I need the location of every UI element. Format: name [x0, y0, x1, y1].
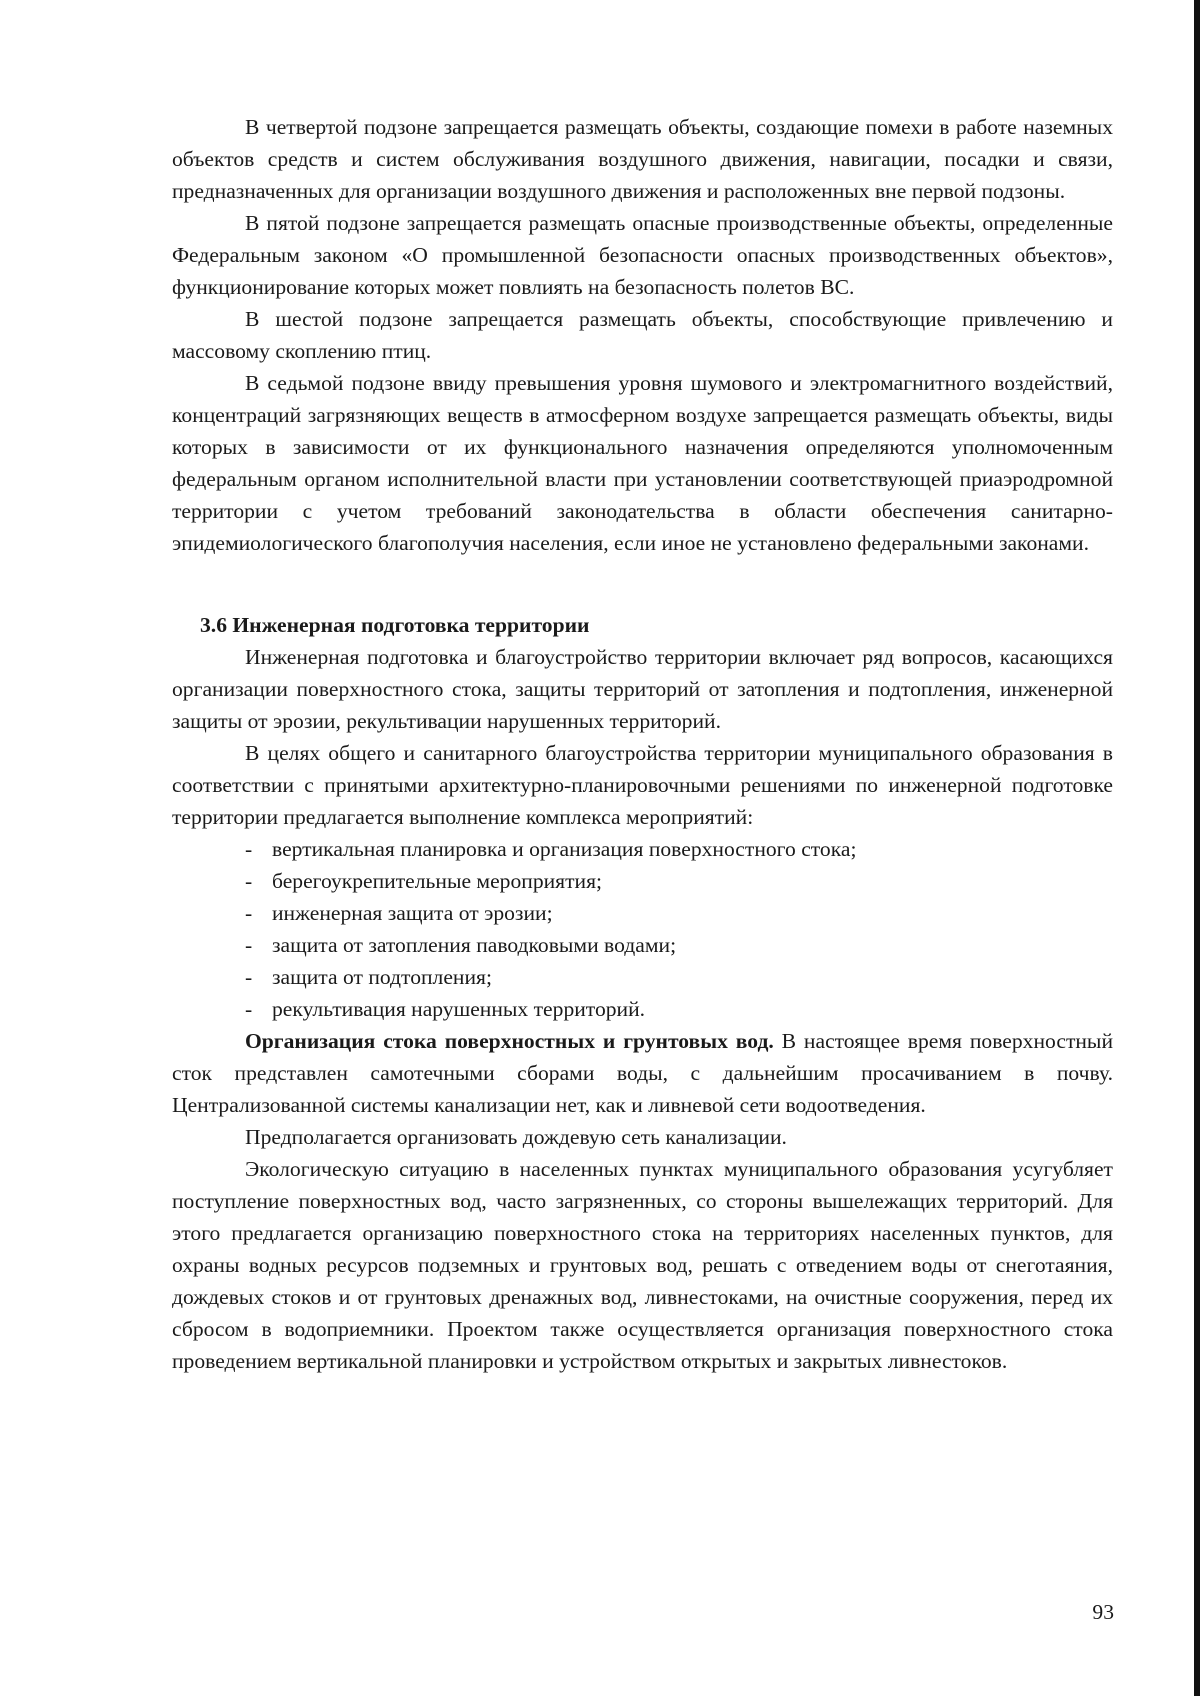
list-item-text: защита от подтопления;: [272, 965, 492, 989]
paragraph-zone-7: В седьмой подзоне ввиду превышения уровня шумового и электромагнитного воздействий, концентраций загрязняющих веществ в атмосферном воздухе запрещается размещать объекты, виды которых в зависимости от их функционального назначения определяются уполномоченным федеральным органом исполнительной власти при установлении соответствующей приаэродромной территории с учетом требований законодательства в области обеспечения санитарно-эпидемиологического благополучия населения, если иное не установлено федеральными законами.: [172, 371, 1113, 555]
paragraph-zone-5: В пятой подзоне запрещается размещать опасные производственные объекты, определенные Федеральным законом «О промышленной безопасности опасных производственных объектов», функционирование которых может повлиять на безопасность полетов ВС.: [172, 211, 1113, 299]
list-item-text: рекультивация нарушенных территорий.: [272, 997, 646, 1021]
list-item-text: защита от затопления паводковыми водами;: [272, 933, 677, 957]
runoff-text: В настоящее время поверхностный сток представлен самотечными сборами воды, с дальнейшим просачиванием в почву. Централизованной системы канализации нет, как и ливневой сети водоотведения.: [172, 1029, 1113, 1117]
list-item: [245, 993, 1113, 1025]
list-item: [245, 865, 1113, 897]
list-dash: -: [245, 965, 253, 989]
paragraph-zone-6: В шестой подзоне запрещается размещать объекты, способствующие привлечению и массовому скоплению птиц.: [172, 307, 1113, 363]
list-item-text: инженерная защита от эрозии;: [272, 901, 553, 925]
list-dash: -: [245, 869, 253, 893]
section-heading: 3.6 Инженерная подготовка территории: [200, 613, 590, 637]
document-body: [172, 111, 1113, 1377]
list-item: [245, 833, 1113, 865]
list-dash: -: [245, 997, 253, 1021]
list-item: [245, 929, 1113, 961]
measures-list: [172, 833, 1113, 1025]
paragraph-zone-4: В четвертой подзоне запрещается размещать объекты, создающие помехи в работе наземных объектов средств и систем обслуживания воздушного движения, навигации, посадки и связи, предназначенных для организации воздушного движения и расположенных вне первой подзоны.: [172, 115, 1113, 203]
paragraph-section-intro: Инженерная подготовка и благоустройство территории включает ряд вопросов, касающихся организации поверхностного стока, защиты территорий от затопления и подтопления, инженерной защиты от эрозии, рекультивации нарушенных территорий.: [172, 645, 1113, 733]
list-item: [245, 897, 1113, 929]
scan-edge-border: [1194, 0, 1200, 1696]
page-number: 93: [1092, 1600, 1114, 1624]
paragraph-ecology: Экологическую ситуацию в населенных пунктах муниципального образования усугубляет поступление поверхностных вод, часто загрязненных, со стороны вышележащих территорий. Для этого предлагается организацию поверхностного стока на территориях населенных пунктов, для охраны водных ресурсов подземных и грунтовых вод, решать с отведением воды от снеготаяния, дождевых стоков и от грунтовых дренажных вод, ливнестоками, на очистные сооружения, перед их сбросом в водоприемники. Проектом также осуществляется организация поверхностного стока проведением вертикальной планировки и устройством открытых и закрытых ливнестоков.: [172, 1157, 1113, 1373]
runoff-lead: Организация стока поверхностных и грунтовых вод.: [245, 1029, 774, 1053]
list-item: [245, 961, 1113, 993]
list-item-text: вертикальная планировка и организация поверхностного стока;: [272, 837, 857, 861]
list-item-text: берегоукрепительные мероприятия;: [272, 869, 603, 893]
list-dash: -: [245, 933, 253, 957]
list-dash: -: [245, 837, 253, 861]
paragraph-rain-sewer: Предполагается организовать дождевую сеть канализации.: [245, 1125, 787, 1149]
list-dash: -: [245, 901, 253, 925]
paragraph-measures-intro: В целях общего и санитарного благоустройства территории муниципального образования в соответствии с принятыми архитектурно-планировочными решениями по инженерной подготовке территории предлагается выполнение комплекса мероприятий:: [172, 741, 1113, 829]
paragraph-runoff: [172, 1025, 1113, 1121]
